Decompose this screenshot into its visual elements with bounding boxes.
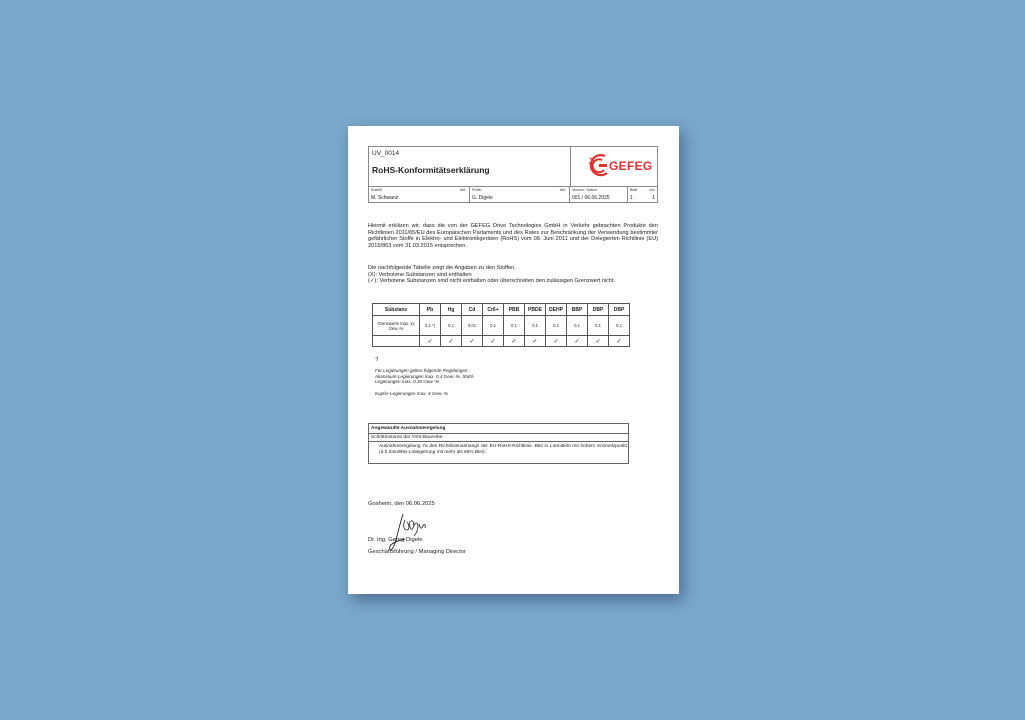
limit-row	[373, 316, 630, 336]
check-icon: ✓	[483, 336, 504, 347]
substance-table	[372, 303, 630, 347]
check-icon: ✓	[609, 336, 630, 347]
check-icon: ✓	[441, 336, 462, 347]
table-cell: 0,1 *)	[420, 316, 441, 336]
limit-label: Grenzwerte max. xx Gew.-%	[373, 316, 420, 336]
table-cell: 0,1	[567, 316, 588, 336]
legend-not-contained: (✓): Verbotene Substanzen sind nicht enthalten oder überschreiten den zulässigen Grenzwert nicht.	[368, 278, 616, 285]
check-icon: ✓	[420, 336, 441, 347]
checked-dept-label: Abt.	[559, 188, 566, 192]
check-icon: ✓	[546, 336, 567, 347]
logo-mark-icon	[588, 153, 610, 179]
checked-cell	[470, 186, 570, 203]
logo-text: GEFEG	[609, 159, 653, 173]
sheet-of-label: von	[649, 188, 655, 192]
version-cell	[570, 186, 628, 203]
checked-label: Prüfer	[472, 188, 482, 192]
column-header: DBP	[588, 304, 609, 316]
table-cell: 0,1	[441, 316, 462, 336]
compliance-row	[373, 336, 630, 347]
place-date: Gosheim, den 06.06.2025	[368, 501, 435, 507]
created-dept-label: Abt.	[459, 188, 466, 192]
column-header: BBP	[567, 304, 588, 316]
footnote-mark: *)	[375, 356, 379, 361]
checked-value: G. Digele	[472, 195, 493, 201]
company-logo	[570, 147, 658, 187]
check-icon: ✓	[525, 336, 546, 347]
compliance-label	[373, 336, 420, 347]
exemption-subtitle: Schrittmotoren der VSS-Baureihe:	[369, 434, 628, 442]
check-icon: ✓	[462, 336, 483, 347]
created-value: M. Schwanz	[371, 195, 399, 201]
footnote-line: Aluminium-Legierungen max. 0,4 Gew.-%, Stahl-	[375, 373, 475, 379]
header-title-cell	[369, 147, 571, 187]
column-header: PBB	[504, 304, 525, 316]
signatory-name: Dr. Ing. Georg Digele	[368, 537, 423, 543]
legend-contained: (X): Verbotene Substanzen sind enthalten	[368, 271, 472, 278]
column-header: Cd	[462, 304, 483, 316]
column-header: Cr6+	[483, 304, 504, 316]
created-cell	[369, 186, 470, 203]
check-icon: ✓	[504, 336, 525, 347]
sheet-value: 1	[630, 195, 633, 201]
table-cell: 0,1	[609, 316, 630, 336]
version-value: 001 / 06.06.2025	[572, 195, 610, 201]
legend-block	[368, 265, 658, 285]
sheet-total-value: 1	[652, 195, 655, 201]
exemption-box	[368, 423, 629, 464]
sheet-label: Blatt	[630, 188, 638, 192]
column-header: Pb	[420, 304, 441, 316]
sheet-cell	[628, 186, 658, 203]
substance-header: Substanz	[373, 304, 420, 316]
column-header: DEHP	[546, 304, 567, 316]
document-id: UV_0014	[372, 150, 400, 157]
footnote-copper: Kupfer-Legierungen max. 4 Gew.-%	[375, 391, 448, 396]
table-cell: 0,1	[588, 316, 609, 336]
created-label: Erstellt	[371, 188, 382, 192]
table-cell: 0,1	[546, 316, 567, 336]
handwritten-signature	[383, 512, 427, 552]
check-icon: ✓	[588, 336, 609, 347]
column-header: DBP	[609, 304, 630, 316]
table-cell: 0,1	[483, 316, 504, 336]
exemption-title: Angewandte Ausnahmeregelung	[369, 424, 628, 434]
declaration-paragraph: Hiermit erklären wir, dass die von der GEFEG Drive Technologies GmbH in Verkehr gebrachten Produkte den Richtlinien 2011/65/EU des Europäischen Parlaments und des Rates zur Beschränkung der Verwendung bestimmter gefährlicher Stoffe in Elektro- und Elektronikgeräten (RoHS) vom 08. Juni 2011 und der Delegierten Richtlinie (EU) 2015/863 vom 31.03.2015 entsprechen.	[368, 223, 658, 249]
footnote-line: Für Legierungen gelten folgende Regelungen:	[375, 368, 469, 373]
table-header-row	[373, 304, 630, 316]
table-cell: 0,01	[462, 316, 483, 336]
table-cell: 0,1	[525, 316, 546, 336]
footnote-line: Legierungen max. 0,35 Gew.-%	[375, 379, 440, 385]
version-label: Version / Datum	[572, 188, 597, 192]
column-header: Hg	[441, 304, 462, 316]
document-title: RoHS-Konformitätserklärung	[372, 165, 490, 175]
document-header	[368, 146, 658, 203]
table-cell: 0,1	[504, 316, 525, 336]
check-icon: ✓	[567, 336, 588, 347]
exemption-text: Ausnahmeregelung 7a des Richtlinienanhangs der EU-RoHS-Richtlinie. Blei in Lotmitteln mit hohem Schmelzpunkt (d.h.Zinn/Blei-Lotlegierung mit mehr als 85% Blei).	[379, 444, 627, 455]
legend-intro: Die nachfolgende Tabelle zeigt die Angaben zu den Stoffen.	[368, 265, 516, 271]
signatory-role: Geschäftsführung / Managing Director	[368, 549, 466, 555]
column-header: PBDE	[525, 304, 546, 316]
document-page	[348, 126, 679, 594]
footnote-block	[375, 368, 474, 385]
